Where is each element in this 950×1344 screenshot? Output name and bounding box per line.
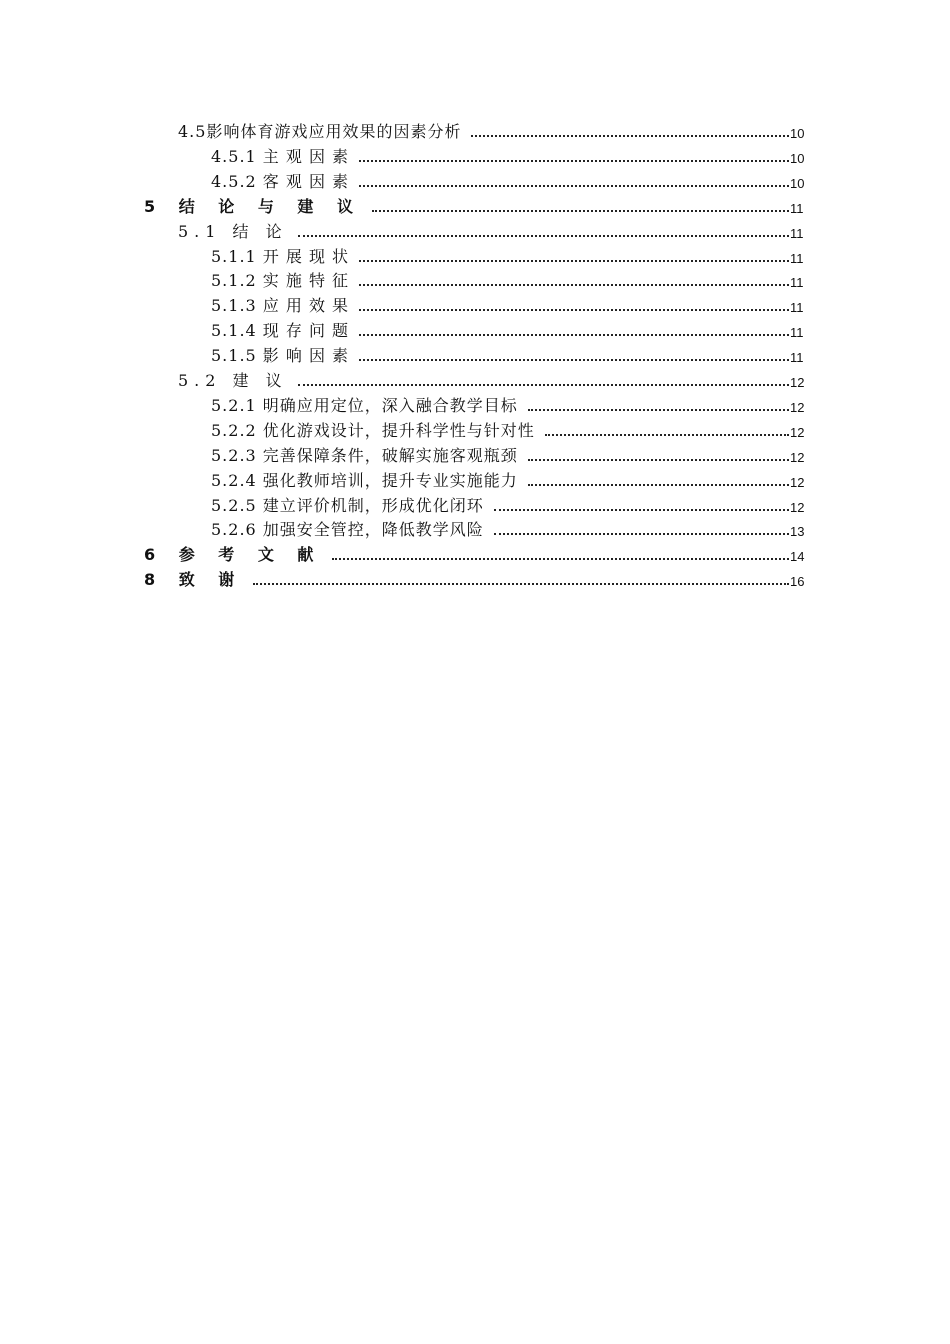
toc-entry-title: 8 致 谢 [144,570,244,590]
toc-dot-leader [298,384,789,386]
toc-dot-leader [359,160,789,162]
toc-entry[interactable] [178,218,808,242]
toc-entry-page-number: 10 [790,126,805,141]
toc-entry-page-number: 13 [790,524,805,540]
toc-entry-page-number: 12 [790,424,805,440]
toc-dot-leader [528,484,789,486]
toc-entry-title: 5.2.1 明确应用定位，深入融合教学目标 [211,395,518,415]
toc-entry[interactable] [144,566,808,590]
toc-dot-leader [359,260,789,262]
toc-dot-leader [359,309,789,311]
toc-entry-title: 5.2 建 议 [178,371,288,390]
toc-entry-page-number: 12 [790,474,805,490]
toc-entry-page-number: 14 [790,549,805,565]
toc-entry-title: 5.1.5 影 响 因 素 [211,346,350,366]
toc-entry-page-number: 12 [790,375,805,390]
toc-entry[interactable] [211,342,808,366]
toc-entry-title: 5.2.4 强化教师培训，提升专业实施能力 [211,470,518,490]
toc-entry[interactable] [211,417,808,441]
toc-entry[interactable] [211,317,808,341]
toc-dot-leader [359,334,789,336]
toc-dot-leader [528,409,789,411]
toc-dot-leader [359,284,789,286]
toc-entry-title: 4.5影响体育游戏应用效果的因素分析 [178,122,462,141]
toc-entry-page-number: 12 [790,499,805,515]
toc-entry-page-number: 10 [790,150,805,166]
toc-entry[interactable] [211,168,808,192]
toc-entry-title: 5.2.6 加强安全管控，降低教学风险 [211,520,484,540]
toc-entry[interactable] [211,442,808,466]
toc-entry-page-number: 11 [790,350,804,366]
toc-entry[interactable] [211,392,808,416]
toc-entry-title: 5.1.1 开 展 现 状 [211,246,350,266]
toc-entry-title: 5.2.2 优化游戏设计，提升科学性与针对性 [211,420,535,440]
toc-dot-leader [471,135,789,137]
toc-dot-leader [494,533,789,535]
toc-entry-page-number: 10 [790,175,805,191]
toc-entry[interactable] [144,541,808,565]
toc-entry-page-number: 11 [790,225,804,241]
toc-entry-page-number: 12 [790,399,805,415]
toc-entry-title: 5.1.2 实 施 特 征 [211,271,350,291]
toc-dot-leader [359,359,789,361]
toc-dot-leader [528,459,789,461]
toc-entry-title: 5.2.3 完善保障条件，破解实施客观瓶颈 [211,445,518,465]
toc-dot-leader [332,558,789,560]
toc-entry[interactable] [211,492,808,516]
toc-entry[interactable] [178,367,808,391]
toc-entry-page-number: 11 [790,300,804,316]
toc-entry[interactable] [211,267,808,291]
toc-entry-title: 4.5.2 客 观 因 素 [211,171,350,191]
toc-entry[interactable] [211,243,808,267]
toc-entry[interactable] [144,193,808,217]
toc-entry-page-number: 11 [790,250,804,266]
toc-entry-title: 5.2.5 建立评价机制，形成优化闭环 [211,495,484,515]
toc-dot-leader [298,235,789,237]
toc-entry-page-number: 11 [790,275,804,291]
toc-dot-leader [253,583,789,585]
toc-entry-title: 4.5.1 主 观 因 素 [211,146,350,166]
toc-entry-page-number: 16 [790,574,805,590]
toc-entry-title: 5.1.3 应 用 效 果 [211,296,350,316]
toc-dot-leader [545,434,789,436]
toc-entry-title: 5.1.4 现 存 问 题 [211,321,350,341]
toc-entry[interactable] [211,292,808,316]
toc-entry-title: 5 结 论 与 建 议 [144,196,362,216]
toc-dot-leader [359,185,789,187]
toc-entry-title: 5.1 结 论 [178,221,288,241]
toc-entry-page-number: 11 [790,200,804,216]
toc-dot-leader [372,210,789,212]
toc-entry[interactable] [211,516,808,540]
toc-entry-title: 6 参 考 文 献 [144,545,323,565]
toc-dot-leader [494,509,789,511]
toc-entry[interactable] [178,118,808,142]
toc-entry-page-number: 12 [790,449,805,465]
toc-entry[interactable] [211,143,808,167]
toc-entry-page-number: 11 [790,325,804,341]
toc-entry[interactable] [211,467,808,491]
